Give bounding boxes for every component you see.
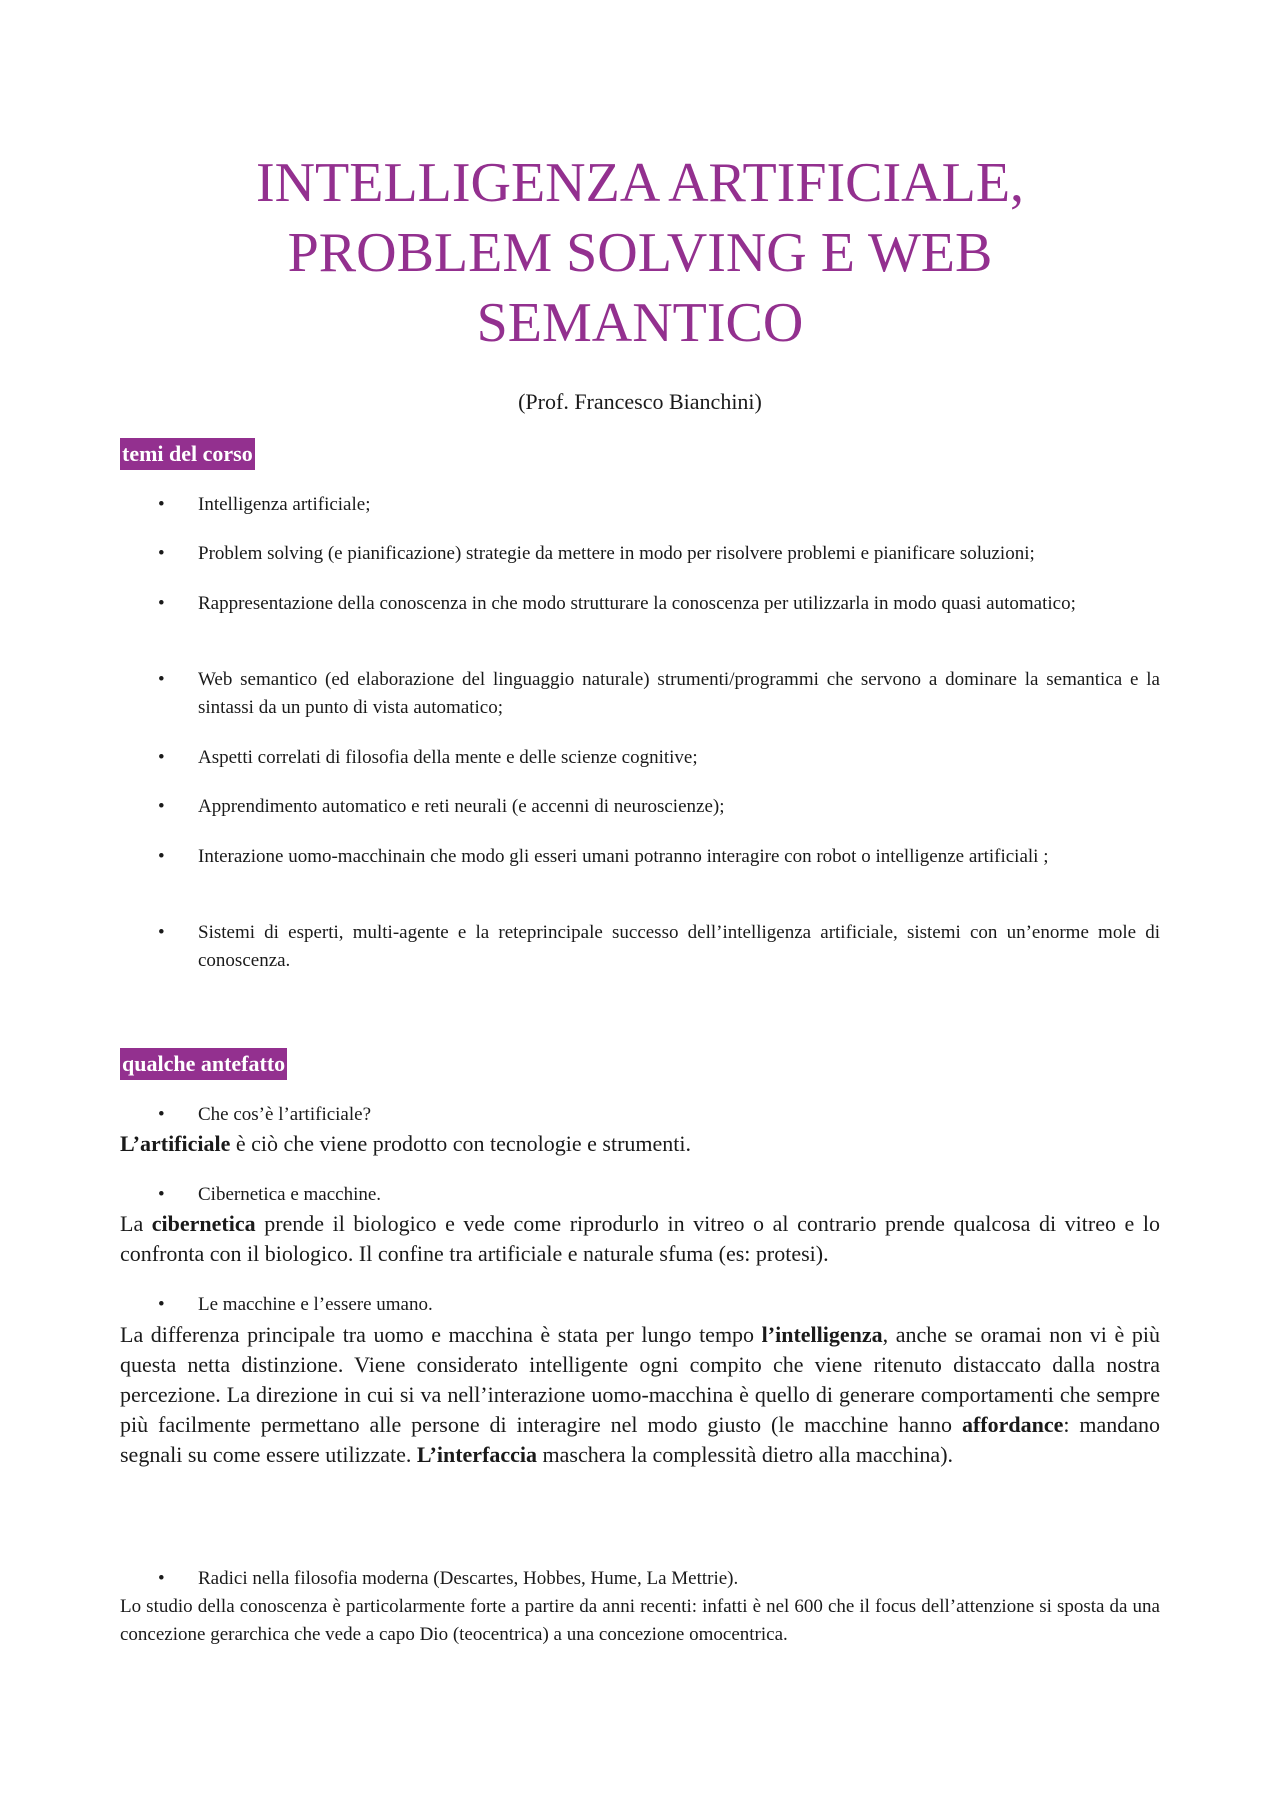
paragraph-uomo-macchina: La differenza principale tra uomo e macchina è stata per lungo tempo l’intelligenza, anche se oramai non vi è più questa netta distinzione. Viene considerato intelligente ogni compito che viene ritenuto distaccato dalla nostra percezione. La direzione in cui si va nell’interazione uomo-macchina è quello di generare comportamenti che sempre più facilmente permettano alle persone di interagire nel modo giusto (le macchine hanno affordance: mandano segnali su come essere utilizzate. L’interfaccia maschera la complessità dietro alla macchina).: [120, 1322, 1160, 1467]
bullet-icon: •: [158, 922, 165, 943]
title-line-1: INTELLIGENZA ARTIFICIALE,: [255, 152, 1025, 214]
bullet-icon: •: [158, 846, 165, 867]
section-heading-temi: temi del corso: [120, 438, 255, 470]
bullet-icon: •: [158, 1568, 165, 1589]
bullet-icon: •: [158, 543, 165, 564]
bullet-icon: •: [158, 669, 165, 690]
author-line: (Prof. Francesco Bianchini): [518, 389, 762, 414]
list-item: • Che cos’è l’artificiale?: [120, 1101, 1160, 1129]
list-item: • Problem solving (e pianificazione) strategie da mettere in modo per risolvere problemi e pianificare soluzioni;: [120, 540, 1035, 568]
title-line-2: PROBLEM SOLVING E WEB: [287, 222, 993, 284]
list-item: • Rappresentazione della conoscenza in che modo strutturare la conoscenza per utilizzarla in modo quasi automatico;: [120, 590, 1076, 618]
list-item: • Radici nella filosofia moderna (Descartes, Hobbes, Hume, La Mettrie).: [120, 1565, 1160, 1593]
bullet-icon: •: [158, 494, 165, 515]
list-item: • Apprendimento automatico e reti neurali (e accenni di neuroscienze);: [120, 793, 725, 821]
section-heading-antefatto: qualche antefatto: [120, 1048, 287, 1080]
list-item: • Le macchine e l’essere umano.: [120, 1291, 1160, 1319]
list-item: • Intelligenza artificiale;: [120, 491, 370, 519]
bullet-icon: •: [158, 593, 165, 614]
list-item: • Aspetti correlati di filosofia della mente e delle scienze cognitive;: [120, 744, 698, 772]
list-item: • Web semantico (ed elaborazione del linguaggio naturale) strumenti/programmi che servono a dominare la semantica e la sintassi da un punto di vista automatico;: [120, 666, 1160, 722]
paragraph-cibernetica: La cibernetica prende il biologico e vede come riprodurlo in vitreo o al contrario prende qualcosa di vitreo e lo confronta con il biologico. Il confine tra artificiale e naturale sfuma (es: protesi).: [120, 1211, 1160, 1266]
list-item: • Cibernetica e macchine.: [120, 1181, 1160, 1209]
paragraph-artificiale: L’artificiale è ciò che viene prodotto con tecnologie e strumenti.: [120, 1131, 692, 1156]
list-item: • Interazione uomo-macchinain che modo gli esseri umani potranno interagire con robot o intelligenze artificiali ;: [120, 843, 1048, 871]
title-line-3: SEMANTICO: [476, 292, 804, 354]
bullet-icon: •: [158, 796, 165, 817]
bullet-icon: •: [158, 1294, 165, 1315]
paragraph-filosofia: Lo studio della conoscenza è particolarmente forte a partire da anni recenti: infatti è nel 600 che il focus dell’attenzione si sposta da una concezione gerarchica che vede a capo Dio (teocentrica) a una concezione omocentrica.: [120, 1596, 1160, 1645]
list-item: • Sistemi di esperti, multi-agente e la reteprincipale successo dell’intelligenza artificiale, sistemi con un’enorme mole di conoscenza.: [120, 919, 1160, 975]
bullet-icon: •: [158, 747, 165, 768]
document-title: [200, 148, 1080, 358]
bullet-icon: •: [158, 1104, 165, 1125]
bullet-icon: •: [158, 1184, 165, 1205]
